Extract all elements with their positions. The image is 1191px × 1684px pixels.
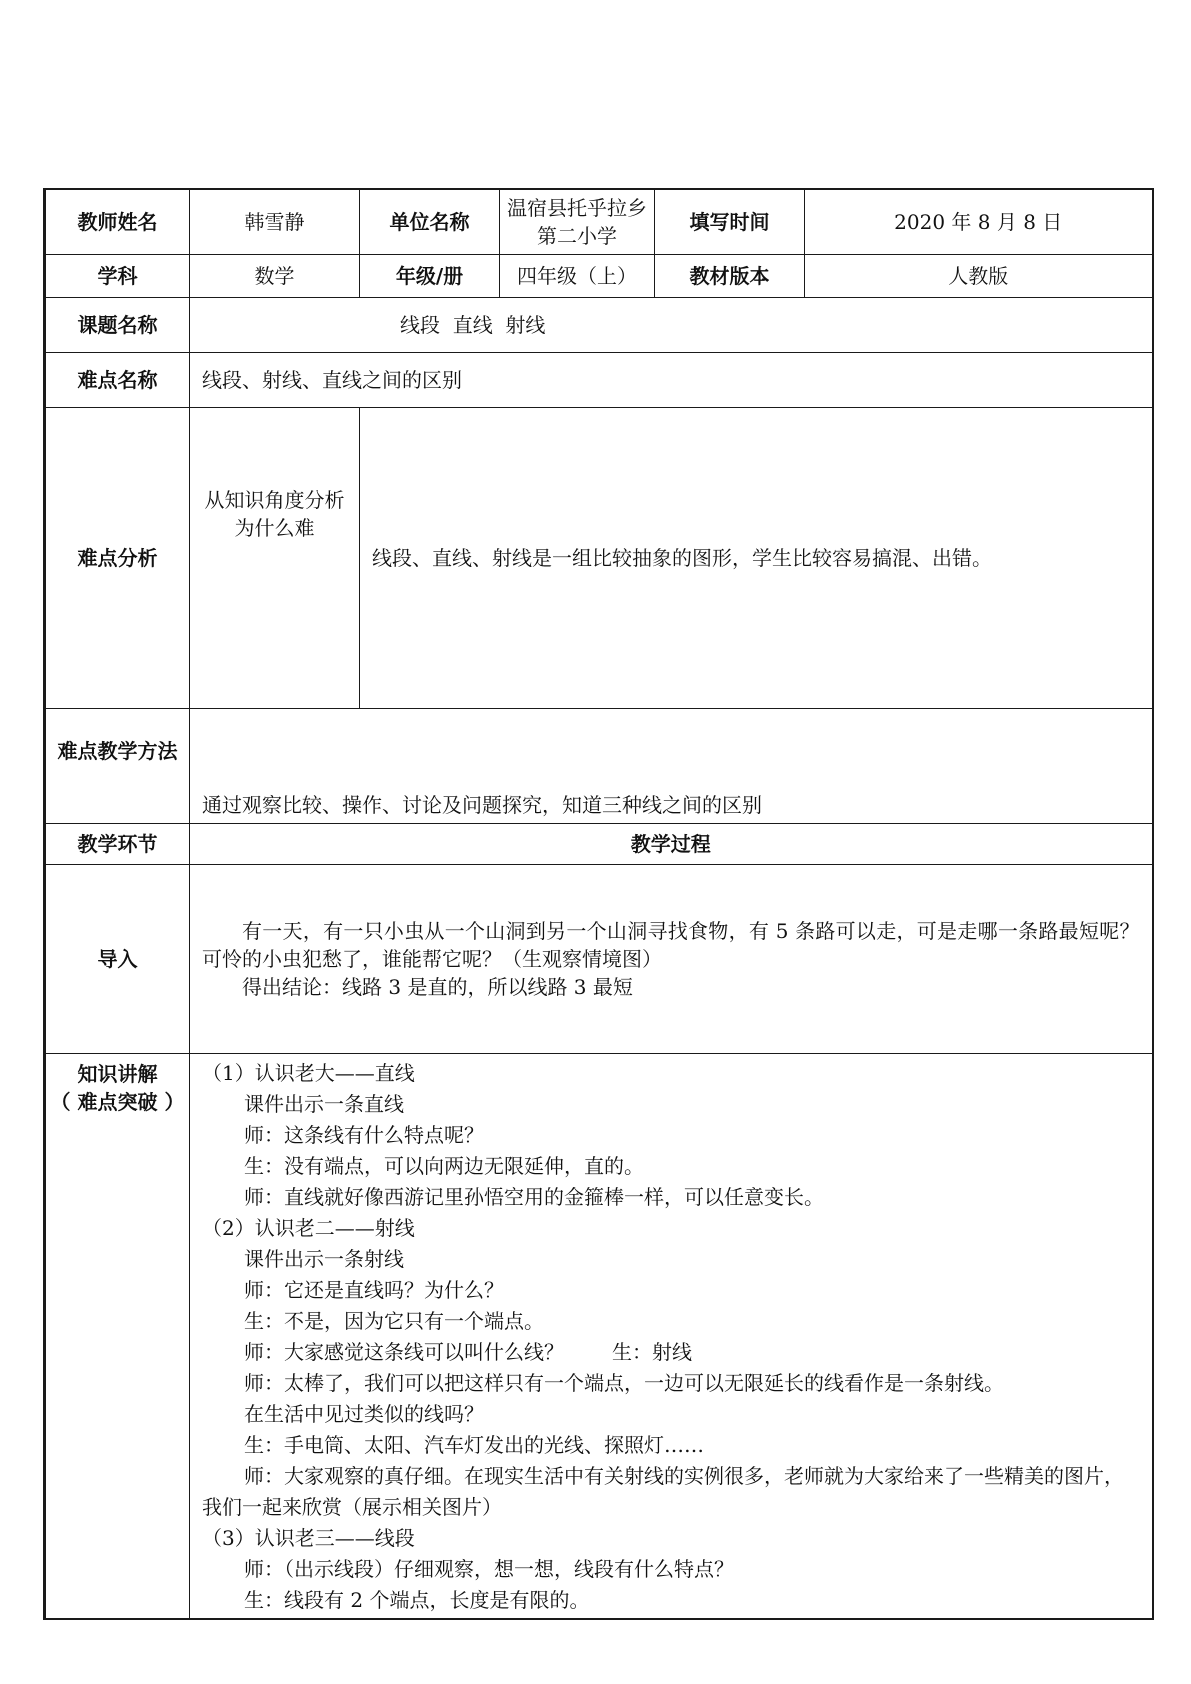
knowledge-line: 师：直线就好像西游记里孙悟空用的金箍棒一样，可以任意变长。 — [244, 1185, 824, 1209]
knowledge-label-line2: （ 难点突破 ） — [50, 1090, 185, 1114]
row-analysis — [45, 408, 1153, 709]
knowledge-line: 生：线段有 2 个端点，长度是有限的。 — [244, 1588, 590, 1612]
row-difficulty — [45, 353, 1153, 408]
knowledge-line: 师：它还是直线吗？为什么？ — [244, 1278, 504, 1302]
knowledge-content — [190, 1054, 1153, 1620]
knowledge-label-line1: 知识讲解 — [77, 1062, 158, 1086]
unit-name — [500, 189, 655, 255]
analysis-label: 难点分析 — [45, 408, 190, 709]
knowledge-heading-2: （2）认识老二——射线 — [202, 1216, 415, 1240]
difficulty-value: 线段、射线、直线之间的区别 — [190, 353, 1153, 408]
analysis-sub-line1: 从知识角度分析 — [204, 488, 345, 512]
knowledge-line-10a: 师：大家感觉这条线可以叫什么线？ — [244, 1340, 564, 1364]
grade-value: 四年级（上） — [500, 255, 655, 298]
knowledge-line: 生：手电筒、太阳、汽车灯发出的光线、探照灯…… — [244, 1433, 704, 1457]
unit-name-line2: 第二小学 — [537, 224, 617, 248]
teacher-label: 教师姓名 — [45, 189, 190, 255]
row-stage-header — [45, 824, 1153, 865]
knowledge-line: 生：不是，因为它只有一个端点。 — [244, 1309, 544, 1333]
row-knowledge — [45, 1054, 1153, 1620]
knowledge-line: 课件出示一条直线 — [244, 1092, 404, 1116]
knowledge-line: 师：太棒了，我们可以把这样只有一个端点，一边可以无限延长的线看作是一条射线。 — [244, 1371, 1004, 1395]
intro-content — [190, 865, 1153, 1054]
subject-label: 学科 — [45, 255, 190, 298]
grade-label: 年级/册 — [360, 255, 500, 298]
knowledge-line: 师：（出示线段）仔细观察，想一想，线段有什么特点？ — [244, 1557, 734, 1581]
lesson-form-table — [43, 188, 1154, 1620]
knowledge-label — [45, 1054, 190, 1620]
topic-text: 线段 直线 射线 — [400, 313, 546, 337]
unit-label: 单位名称 — [360, 189, 500, 255]
analysis-text: 线段、直线、射线是一组比较抽象的图形，学生比较容易搞混、出错。 — [360, 408, 1153, 709]
teacher-name: 韩雪静 — [190, 189, 360, 255]
row-method — [45, 709, 1153, 824]
analysis-sub-line2: 为什么难 — [234, 516, 315, 540]
intro-paragraph-1: 有一天，有一只小虫从一个山洞到另一个山洞寻找食物，有 5 条路可以走，可是走哪一条路最短呢？可怜的小虫犯愁了，谁能帮它呢？（生观察情境图） — [202, 919, 1140, 971]
row-topic — [45, 298, 1153, 353]
process-label: 教学过程 — [190, 824, 1153, 865]
intro-label: 导入 — [45, 865, 190, 1054]
difficulty-label: 难点名称 — [45, 353, 190, 408]
topic-label: 课题名称 — [45, 298, 190, 353]
row-subject — [45, 255, 1153, 298]
analysis-sub — [190, 408, 360, 709]
knowledge-line: 在生活中见过类似的线吗？ — [244, 1402, 484, 1426]
fill-time-label: 填写时间 — [655, 189, 805, 255]
knowledge-line: 师：大家观察的真仔细。在现实生活中有关射线的实例很多，老师就为大家给来了一些精美的图片，我们一起来欣赏（展示相关图片） — [202, 1464, 1124, 1519]
fill-time: 2020 年 8 月 8 日 — [805, 189, 1153, 255]
edition-value: 人教版 — [805, 255, 1153, 298]
knowledge-line: 课件出示一条射线 — [244, 1247, 404, 1271]
intro-paragraph-2: 得出结论：线路 3 是直的，所以线路 3 最短 — [242, 975, 633, 999]
unit-name-line1: 温宿县托乎拉乡 — [507, 196, 647, 220]
knowledge-heading-3: （3）认识老三——线段 — [202, 1526, 415, 1550]
topic-value — [190, 298, 1153, 353]
row-teacher — [45, 189, 1153, 255]
knowledge-line: 生：没有端点，可以向两边无限延伸，直的。 — [244, 1154, 644, 1178]
row-intro — [45, 865, 1153, 1054]
knowledge-line — [202, 1337, 1140, 1368]
knowledge-heading-1: （1）认识老大——直线 — [202, 1061, 415, 1085]
knowledge-line: 师：这条线有什么特点呢？ — [244, 1123, 484, 1147]
method-label: 难点教学方法 — [45, 709, 190, 824]
method-text: 通过观察比较、操作、讨论及问题探究，知道三种线之间的区别 — [190, 709, 1153, 824]
subject-value: 数学 — [190, 255, 360, 298]
edition-label: 教材版本 — [655, 255, 805, 298]
stage-label: 教学环节 — [45, 824, 190, 865]
knowledge-line-10b: 生：射线 — [612, 1340, 692, 1364]
